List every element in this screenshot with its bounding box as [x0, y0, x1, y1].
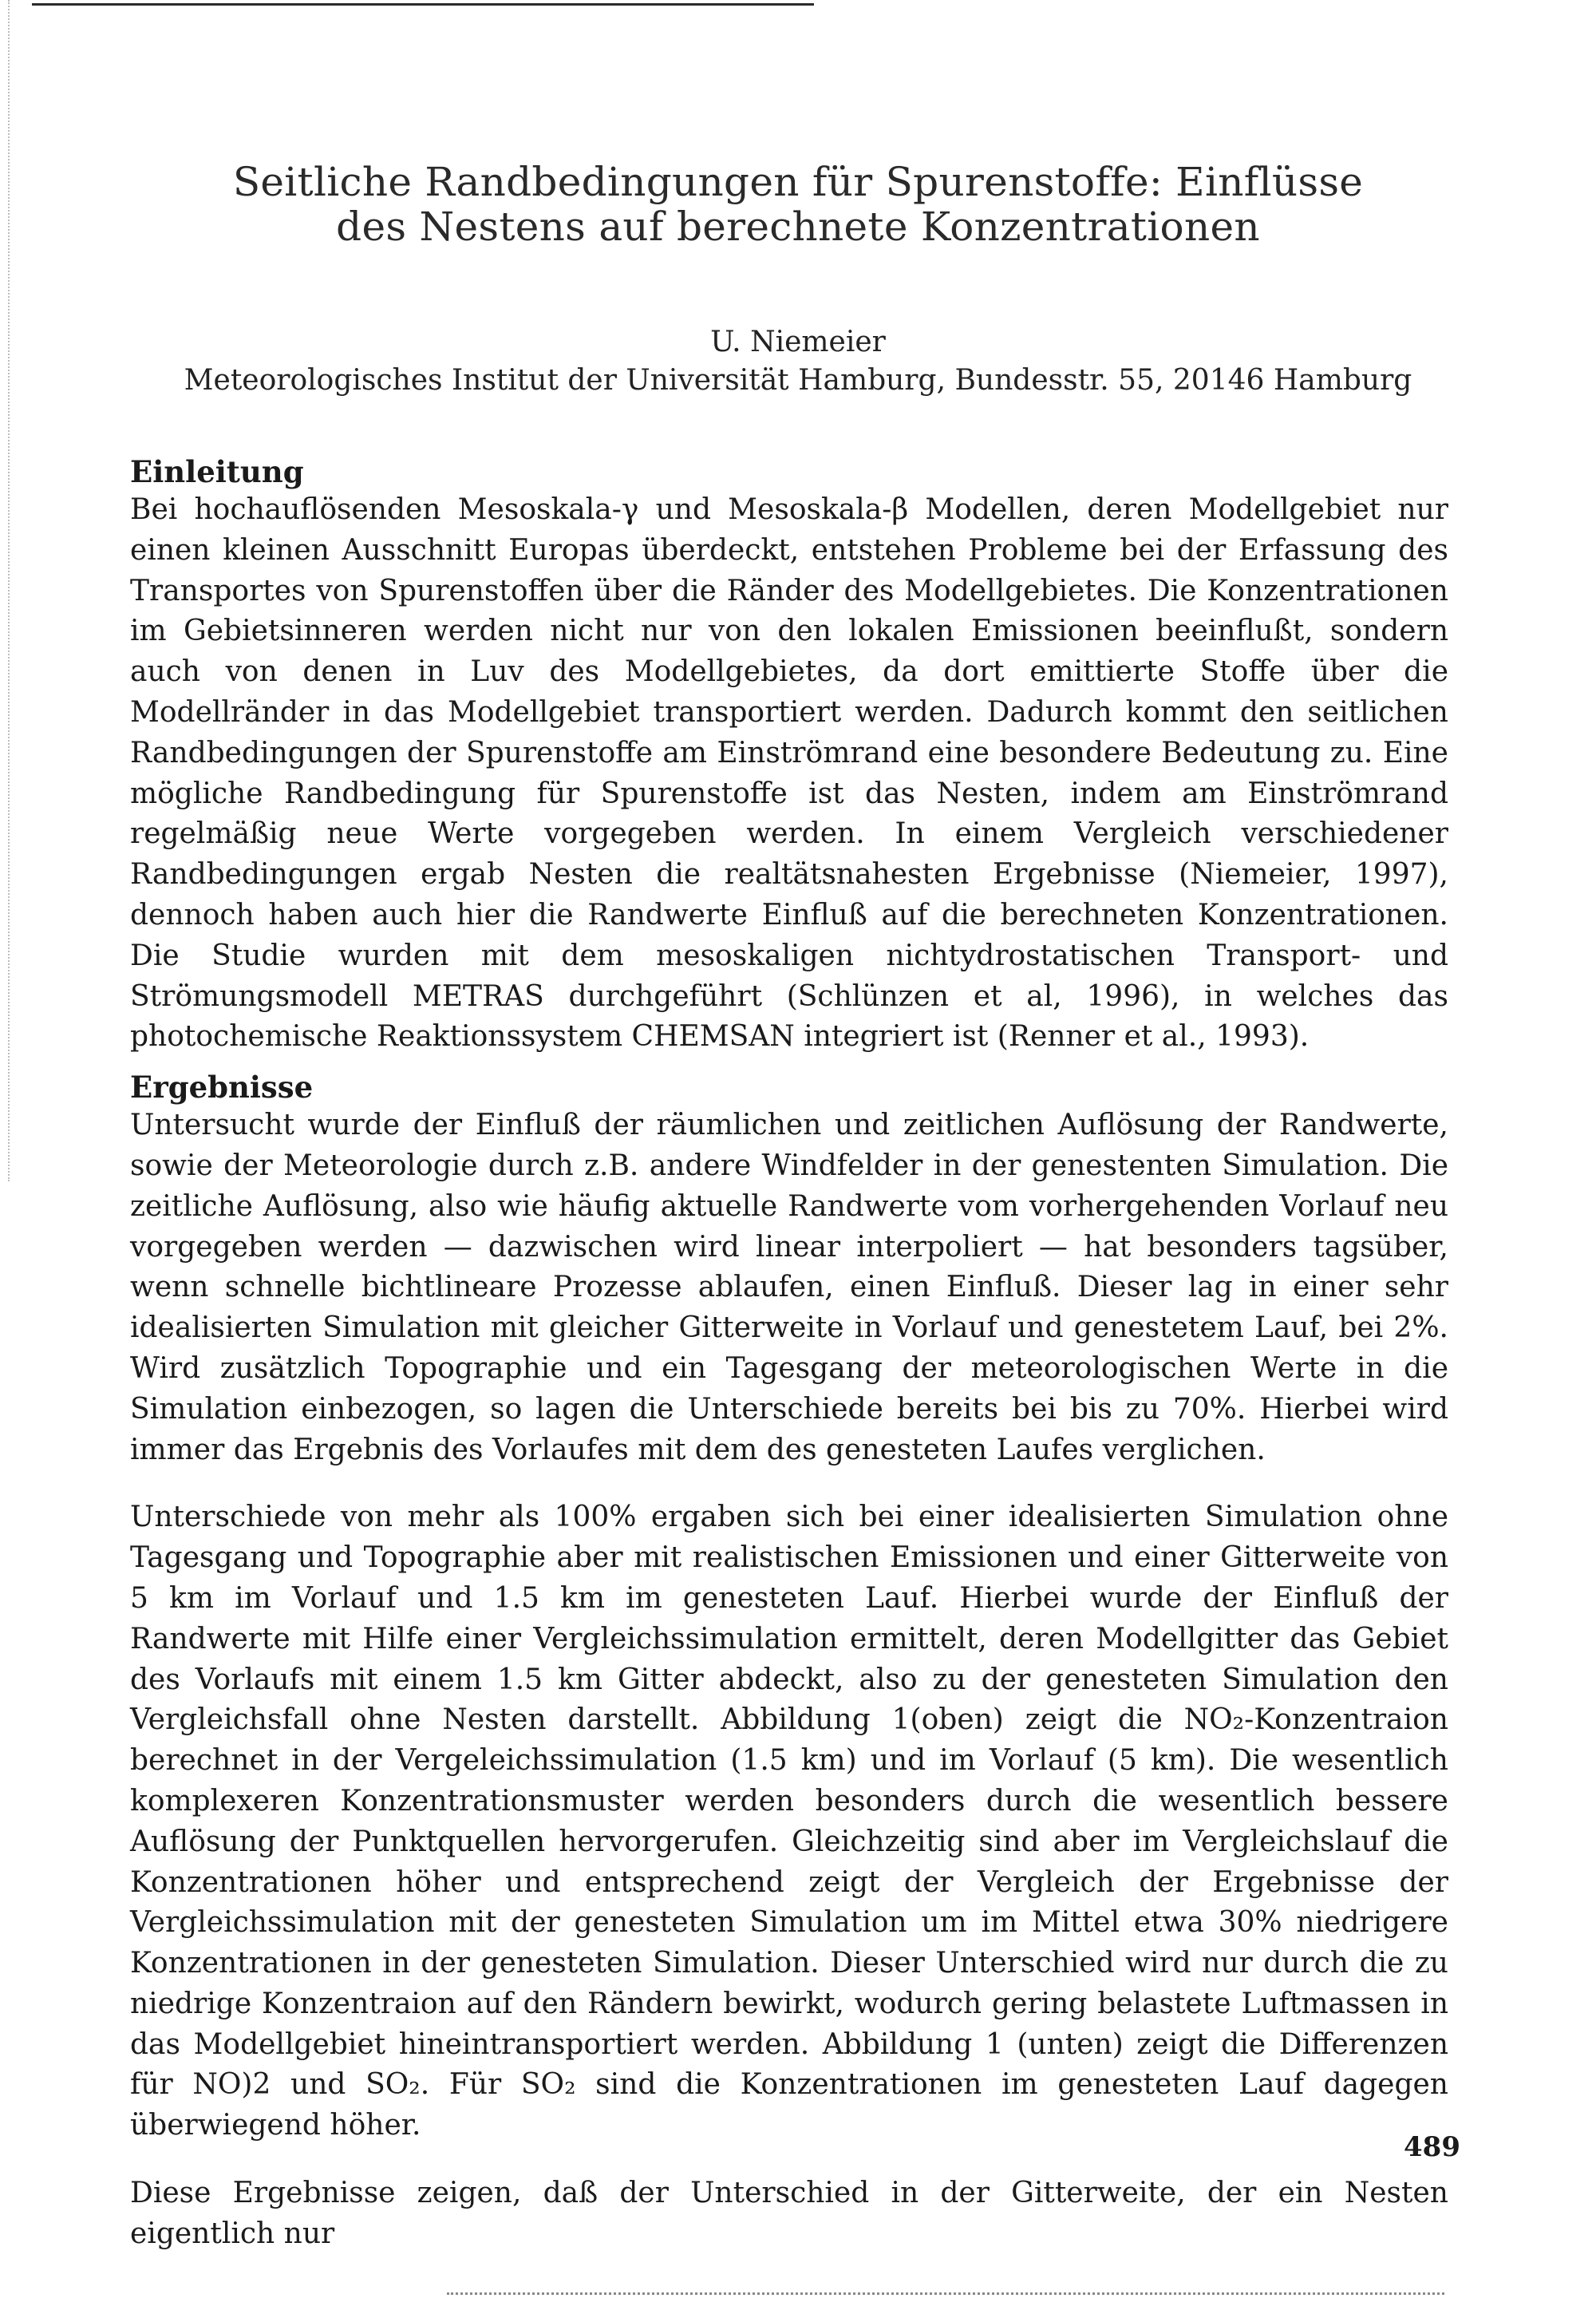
title-line-2: des Nestens auf berechnete Konzentrationen — [336, 204, 1260, 250]
top-rule — [32, 3, 814, 6]
author-block — [128, 323, 1468, 400]
ergebnisse-paragraph-1: Untersucht wurde der Einfluß der räumlichen und zeitlichen Auflösung der Randwerte, sowie der Meteorologie durch z.B. andere Windfelder in der genestenten Simulation. Die zeitliche Auflösung, also wie häufig aktuelle Randwerte vom vorhergehenden Vorlauf neu vorgegeben werden — dazwischen wird linear interpoliert — hat besonders tagsüber, wenn schnelle bichtlineare Prozesse ablaufen, einen Einfluß. Dieser lag in einer sehr idealisierten Simulation mit gleicher Gitterweite in Vorlauf und genestetem Lauf, bei 2%. Wird zusätzlich Topographie und ein Tagesgang der meteorologischen Werte in die Simulation einbezogen, so lagen die Unterschiede bereits bei bis zu 70%. Hierbei wird immer das Ergebnis des Vorlaufes mit dem des genesteten Laufes verglichen. — [130, 1109, 1448, 1466]
page-number: 489 — [1404, 2131, 1460, 2163]
author-affiliation: Meteorologisches Institut der Universität Hamburg, Bundesstr. 55, 20146 Hamburg — [184, 364, 1412, 397]
section-heading-ergebnisse: Ergebnisse — [130, 1070, 314, 1106]
body-content — [130, 453, 1448, 2255]
section-heading-einleitung: Einleitung — [130, 454, 304, 489]
ergebnisse-paragraph-3: Diese Ergebnisse zeigen, daß der Unterschied in der Gitterweite, der ein Nesten eigentlich nur — [130, 2177, 1448, 2250]
einleitung-paragraph: Bei hochauflösenden Mesoskala-γ und Mesoskala-β Modellen, deren Modellgebiet nur einen kleinen Ausschnitt Europas überdeckt, entstehen Probleme bei der Erfassung des Transportes von Spurenstoffen über die Ränder des Modellgebietes. Die Konzentrationen im Gebietsinneren werden nicht nur von den lokalen Emissionen beeinflußt, sondern auch von denen in Luv des Modellgebietes, da dort emittierte Stoffe über die Modellränder in das Modellgebiet transportiert werden. Dadurch kommt den seitlichen Randbedingungen der Spurenstoffe am Einströmrand eine besondere Bedeutung zu. Eine mögliche Randbedingung für Spurenstoffe ist das Nesten, indem am Einströmrand regelmäßig neue Werte vorgegeben werden. In einem Vergleich verschiedener Randbedingungen ergab Nesten die realtätsnahesten Ergebnisse (Niemeier, 1997), dennoch haben auch hier die Randwerte Einfluß auf die berechneten Konzentrationen. Die Studie wurden mit dem mesoskaligen nichtydrostatischen Transport- und Strömungsmodell METRAS durchgeführt (Schlünzen et al, 1996), in welches das photochemische Reaktionssystem CHEMSAN integriert ist (Renner et al., 1993). — [130, 493, 1448, 1054]
paper-title — [128, 160, 1468, 249]
author-name: U. Niemeier — [710, 326, 886, 358]
title-line-1: Seitliche Randbedingungen für Spurenstoffe: Einflüsse — [232, 159, 1364, 205]
scan-bottom-marks — [447, 2292, 1444, 2300]
scan-edge-marks — [0, 0, 10, 1181]
ergebnisse-paragraph-2: Unterschiede von mehr als 100% ergaben sich bei einer idealisierten Simulation ohne Tagesgang und Topographie aber mit realistischen Emissionen und einer Gitterweite von 5 km im Vorlauf und 1.5 km im genesteten Lauf. Hierbei wurde der Einfluß der Randwerte mit Hilfe einer Vergleichssimulation ermittelt, deren Modellgitter das Gebiet des Vorlaufs mit einem 1.5 km Gitter abdeckt, also zu der genesteten Simulation den Vergleichsfall ohne Nesten darstellt. Abbildung 1(oben) zeigt die NO₂-Konzentraion berechnet in der Vergeleichssimulation (1.5 km) und im Vorlauf (5 km). Die wesentlich komplexeren Konzentrationsmuster werden besonders durch die wesentlich bessere Auflösung der Punktquellen hervorgerufen. Gleichzeitig sind aber im Vergleichslauf die Konzentrationen höher und entsprechend zeigt der Vergleich der Ergebnisse der Vergleichssimulation mit der genesteten Simulation um im Mittel etwa 30% niedrigere Konzentrationen in der genesteten Simulation. Dieser Unterschied wird nur durch die zu niedrige Konzentraion auf den Rändern bewirkt, wodurch gering belastete Luftmassen in das Modellgebiet hineintransportiert werden. Abbildung 1 (unten) zeigt die Differenzen für NO)2 und SO₂. Für SO₂ sind die Konzentrationen im genesteten Lauf dagegen überwiegend höher. — [130, 1501, 1448, 2142]
